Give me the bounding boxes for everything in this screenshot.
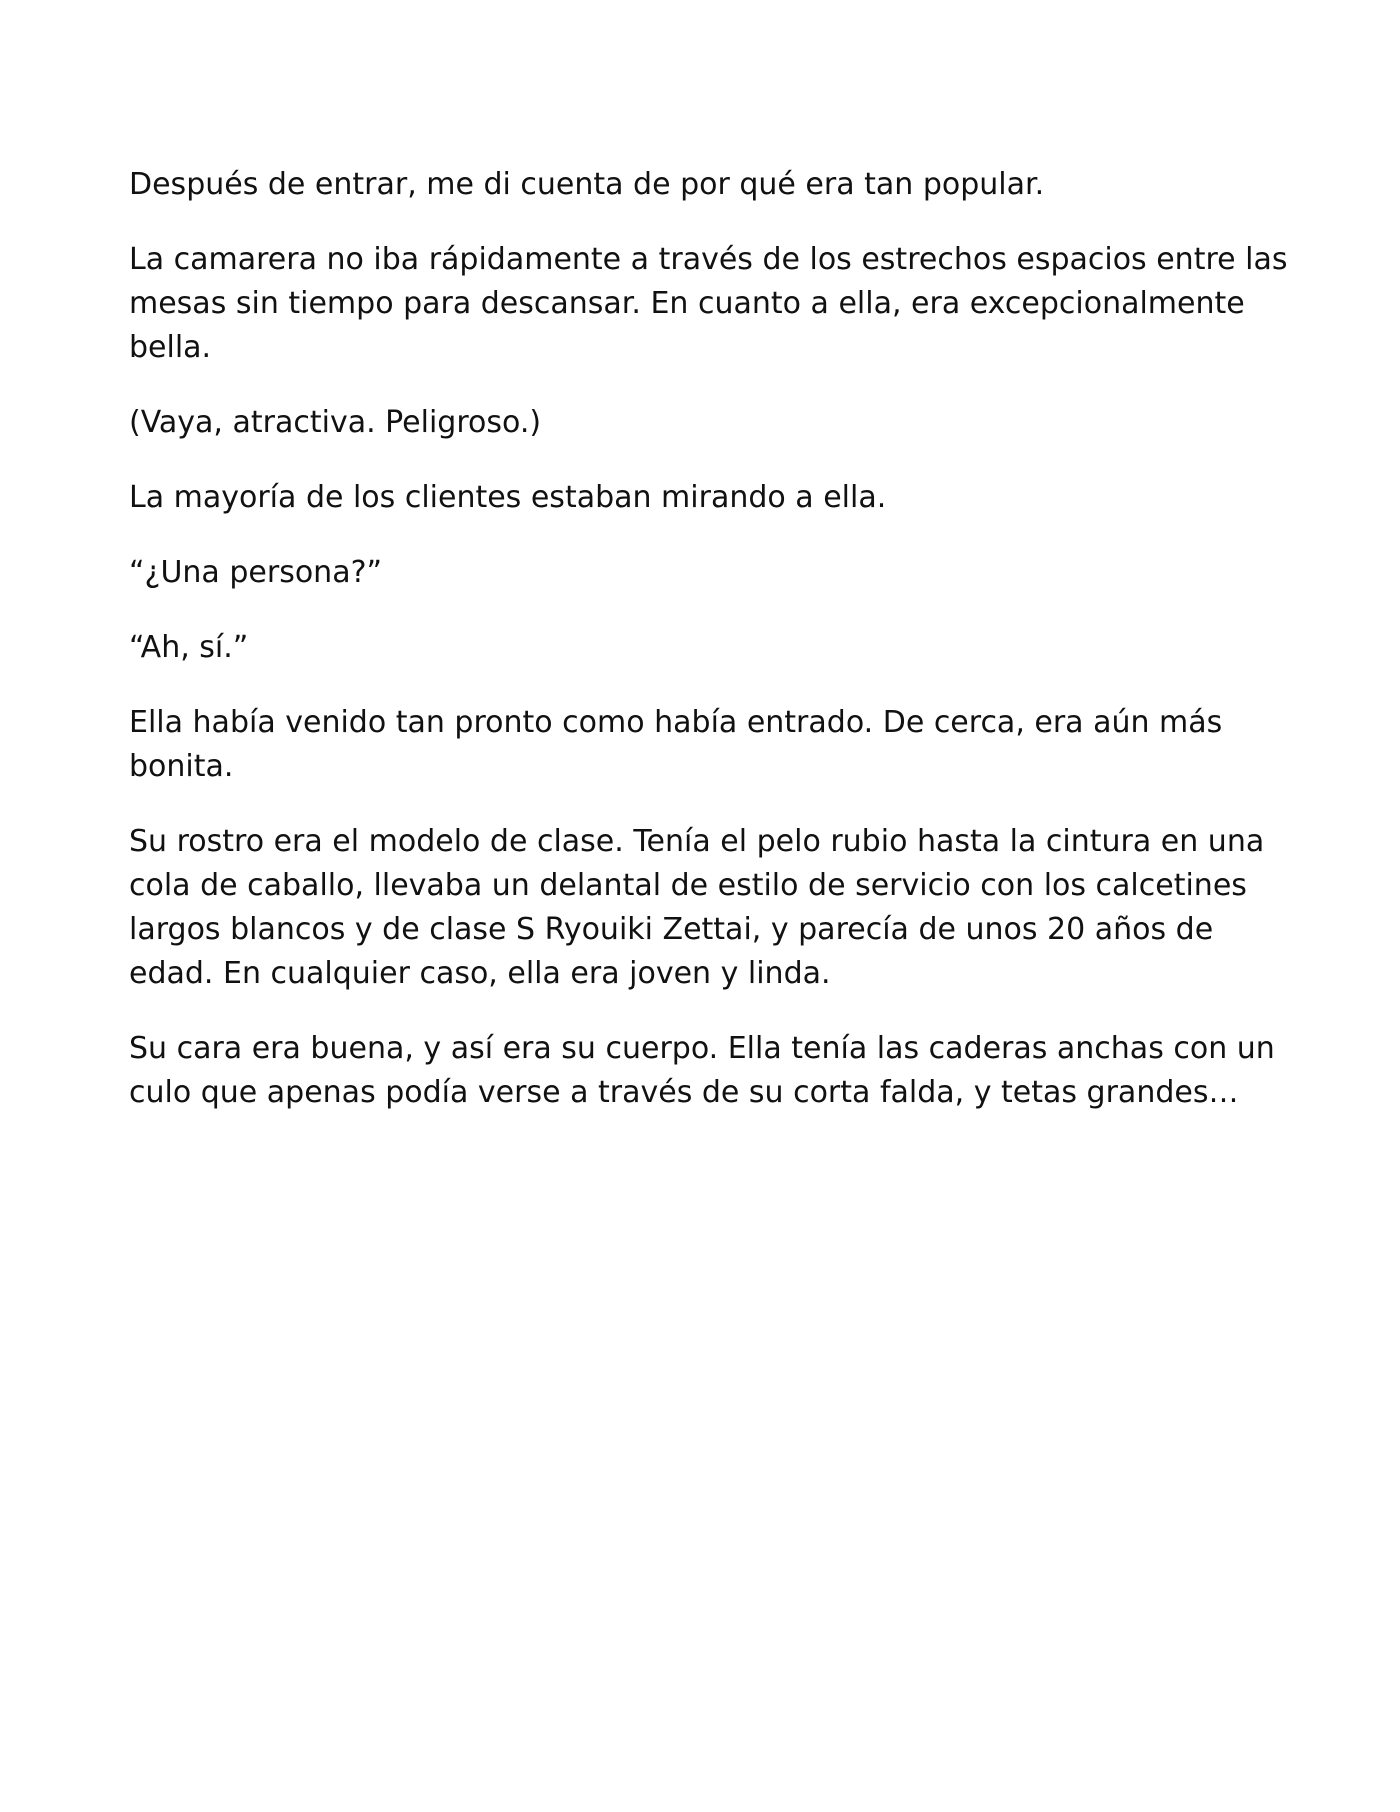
paragraph-6-dialogue: “Ah, sí.” (129, 630, 249, 665)
paragraph-2: La camarera no iba rápidamente a través de los estrechos espacios entre las mesas sin tiempo para descansar. En cuanto a ella, era excepcionalmente bella. (129, 242, 1288, 365)
paragraph-5-dialogue: “¿Una persona?” (129, 555, 383, 590)
paragraph-8: Su rostro era el modelo de clase. Tenía el pelo rubio hasta la cintura en una cola de caballo, llevaba un delantal de estilo de servicio con los calcetines largos blancos y de clase S Ryouiki Zettai, y parecía de unos 20 años de edad. En cualquier caso, ella era joven y linda. (129, 824, 1265, 991)
document-body (129, 163, 1289, 1146)
paragraph-9: Su cara era buena, y así era su cuerpo. Ella tenía las caderas anchas con un culo que apenas podía verse a través de su corta falda, y tetas grandes… (129, 1031, 1275, 1110)
paragraph-4: La mayoría de los clientes estaban mirando a ella. (129, 480, 887, 515)
paragraph-7: Ella había venido tan pronto como había entrado. De cerca, era aún más bonita. (129, 705, 1223, 784)
paragraph-1: Después de entrar, me di cuenta de por qué era tan popular. (129, 167, 1045, 202)
paragraph-3: (Vaya, atractiva. Peligroso.) (129, 405, 542, 440)
